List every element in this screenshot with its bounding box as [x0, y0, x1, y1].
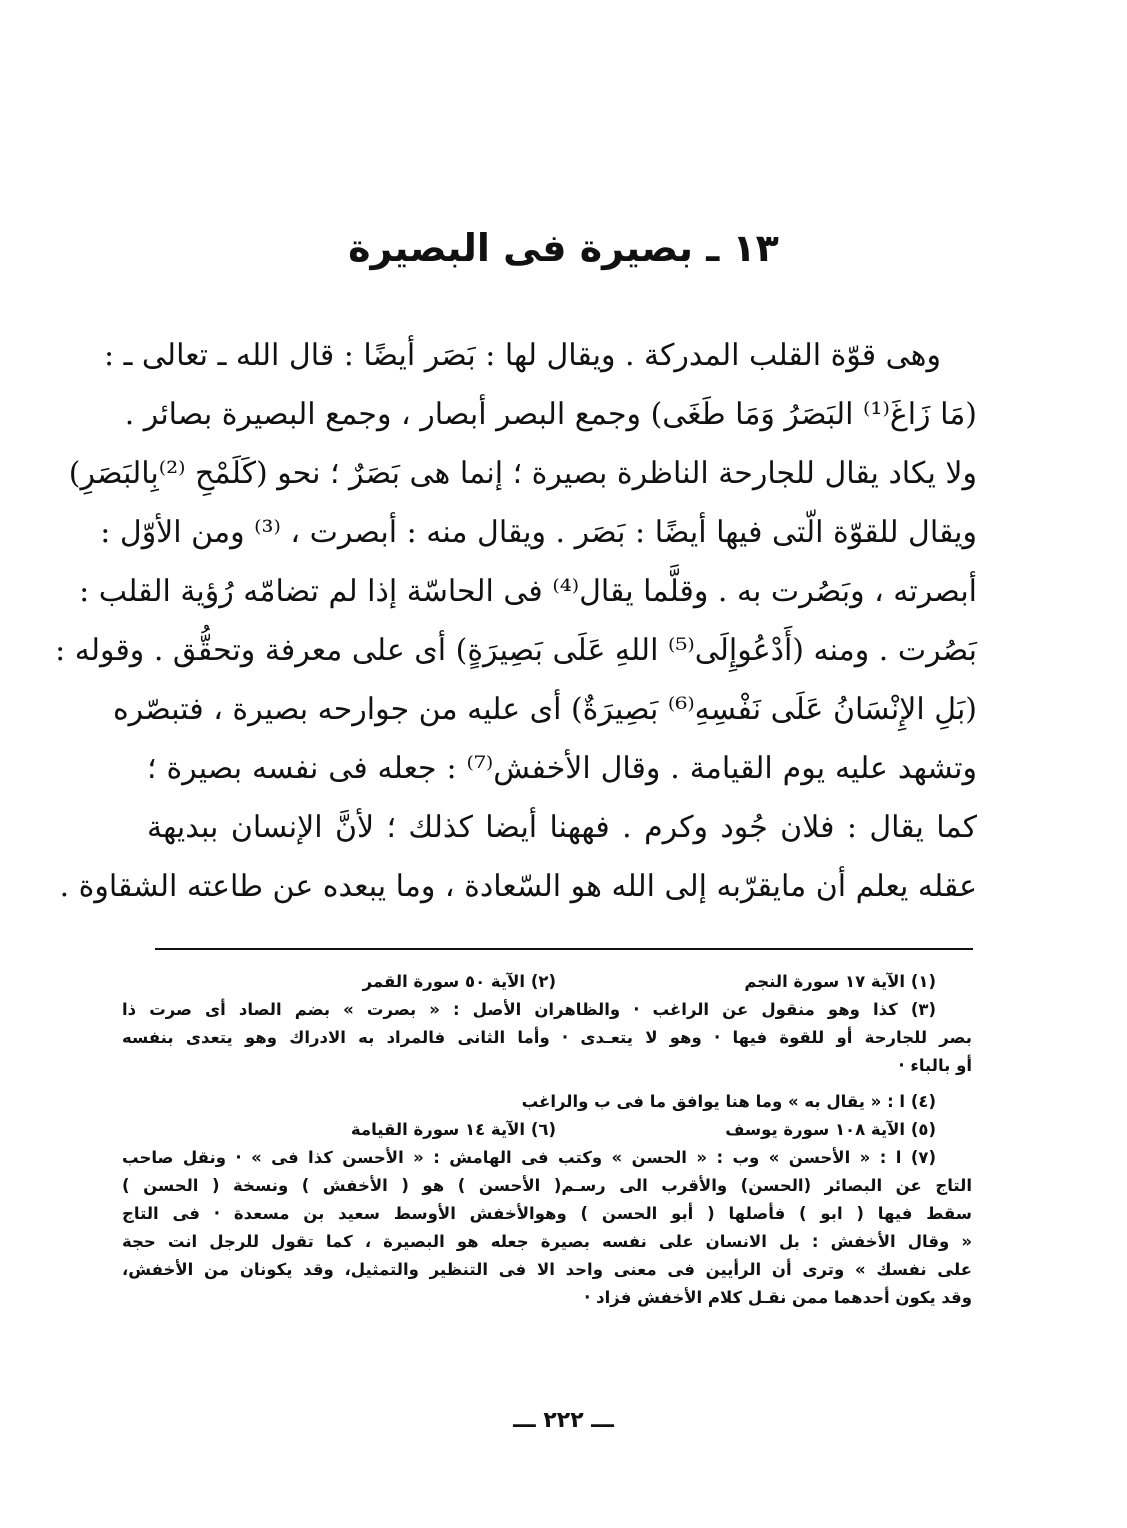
footnotes: [122, 968, 972, 1312]
footnote-7-line: وقد يكون أحدهما ممن نقـل كلام الأخفش فزاد ·: [584, 1288, 972, 1307]
main-text: [55, 326, 977, 916]
footnote-7-line: سقط فيها ( ابو ) فأصلها ( أبو الحسن ) وهوالأخفش الأوسط سعيد بن مسعدة · فى التاج: [122, 1204, 972, 1223]
body-line: بَصُرت . ومنه (أَدْعُوإِلَى⁽⁵⁾ اللهِ عَلَى بَصِيرَةٍ) أى على معرفة وتحقُّق . وقوله :: [55, 633, 977, 668]
footnote-4: (٤) ا : « يقال به » وما هنا يوافق ما فى ب والراغب: [521, 1092, 936, 1111]
footnote-3-line: (٣) كذا وهو منقول عن الراغب · والظاهران الأصل : « بصرت » بضم الصاد أى صرت ذا: [122, 1000, 936, 1019]
body-line: أبصرته ، وبَصُرت به . وقلَّما يقال⁽⁴⁾ فى الحاسّة إذا لم تضامّه رُؤية القلب :: [79, 574, 977, 609]
footnote-divider: [155, 948, 973, 950]
body-line: ويقال للقوّة الّتى فيها أيضًا : بَصَر . ويقال منه : أبصرت ، ⁽³⁾ ومن الأوّل :: [100, 515, 977, 550]
body-line: (مَا زَاغَ⁽¹⁾ البَصَرُ وَمَا طَغَى) وجمع البصر أبصار ، وجمع البصيرة بصائر .: [124, 397, 977, 432]
footnote-7-line: (٧) ا : « الأحسن » وب : « الحسن » وكتب فى الهامش : « الأحسن كذا فى » · ونقل صاحب: [122, 1148, 936, 1167]
page-number: ـــ ٢٢٢ ـــ: [513, 1408, 614, 1433]
body-line: وهى قوّة القلب المدركة . ويقال لها : بَصَر أيضًا : قال الله ـ تعالى ـ :: [103, 338, 941, 373]
footnote-5: (٥) الآية ١٠٨ سورة يوسف: [725, 1120, 936, 1139]
body-line: (بَلِ الإِنْسَانُ عَلَى نَفْسِهِ⁽⁶⁾ بَصِيرَةٌ) أى عليه من جوارحه بصيرة ، فتبصّره: [112, 692, 977, 727]
footnote-7-line: على نفسك » وترى أن الرأيين فى معنى واحد الا فى التنظير والتمثيل، وقد يكونان من الأخفش،: [122, 1260, 972, 1279]
footnote-6: (٦) الآية ١٤ سورة القيامة: [350, 1120, 556, 1139]
footnote-7-line: « وقال الأخفش : بل الانسان على نفسه بصيرة جعله هو البصيرة ، كما تقول للرجل انت حجة: [122, 1232, 972, 1251]
footnote-3-line: أو بالباء ·: [898, 1056, 972, 1075]
footnote-row: [122, 968, 972, 996]
footnote-1: (١) الآية ١٧ سورة النجم: [744, 972, 936, 991]
body-line: ولا يكاد يقال للجارحة الناظرة بصيرة ؛ إنما هى بَصَرٌ ؛ نحو (كَلَمْحِ ⁽²⁾بِالبَصَرِ): [68, 456, 977, 491]
body-line: وتشهد عليه يوم القيامة . وقال الأخفش⁽⁷⁾ : جعله فى نفسه بصيرة ؛: [147, 751, 977, 786]
chapter-title: ١٣ ـ بصيرة فى البصيرة: [348, 226, 779, 270]
footnote-row: [122, 1116, 972, 1144]
footnote-2: (٢) الآية ٥٠ سورة القمر: [362, 972, 556, 991]
footnote-7-line: التاج عن البصائر (الحسن) والأقرب الى رسـم( الأحسن ) هو ( الأخفش ) ونسخة ( الحسن ): [122, 1176, 972, 1195]
body-line: كما يقال : فلان جُود وكرم . فههنا أيضا كذلك ؛ لأنَّ الإنسان ببديهة: [147, 810, 977, 845]
body-line: عقله يعلم أن مايقرّبه إلى الله هو السّعادة ، وما يبعده عن طاعته الشقاوة .: [59, 869, 977, 904]
footnote-3-line: بصر للجارحة أو للقوة فيها · وهو لا يتعـدى · وأما الثانى فالمراد به الادراك وهو يتعدى بنفسه: [122, 1028, 972, 1047]
